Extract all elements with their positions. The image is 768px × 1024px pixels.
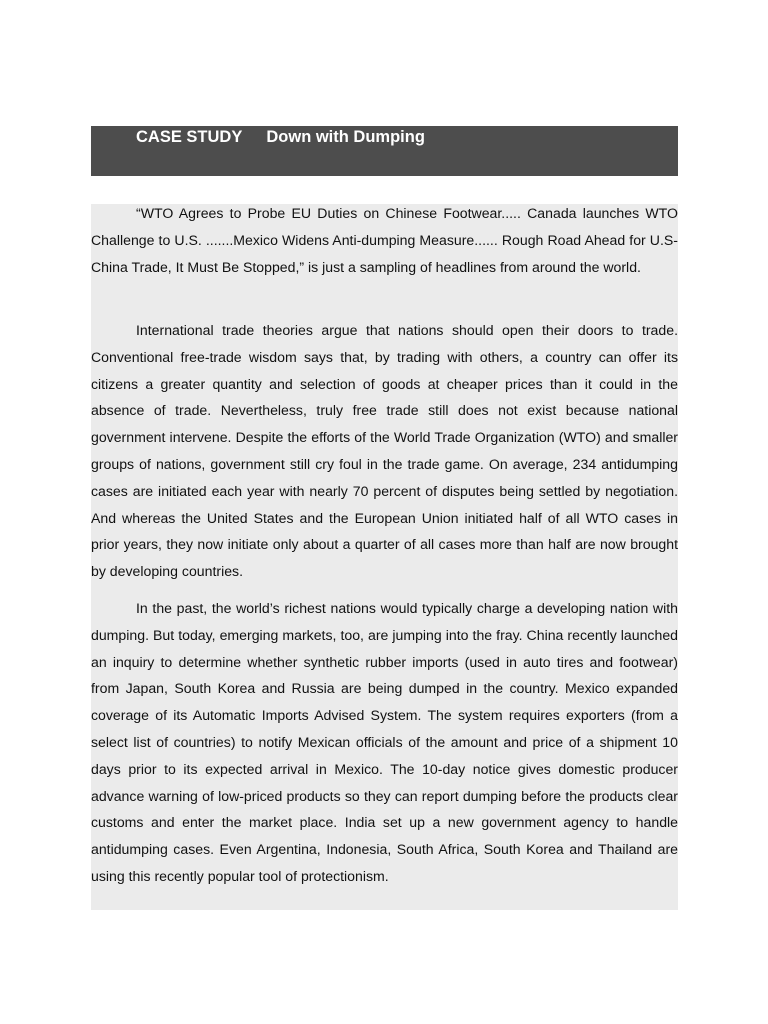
- case-study-label: CASE STUDY: [136, 128, 243, 146]
- case-study-title: Down with Dumping: [266, 128, 425, 146]
- case-study-body: [91, 204, 678, 910]
- paragraph-emerging-markets: In the past, the world’s richest nations would typically charge a developing nation with dumping. But today, emerging markets, too, are jumping into the fray. China recently launched an inquiry to determine whether synthetic rubber imports (used in auto tires and footwear) from Japan, South Korea and Russia are being dumped in the country. Mexico expanded coverage of its Automatic Imports Advised System. The system requires exporters (from a select list of countries) to notify Mexican officials of the amount and price of a shipment 10 days prior to its expected arrival in Mexico. The 10-day notice gives domestic producer advance warning of low-priced products so they can report dumping before the products clear customs and enter the market place. India set up a new government agency to handle antidumping cases. Even Argentina, Indonesia, South Africa, South Korea and Thailand are using this recently popular tool of protectionism.: [91, 600, 678, 884]
- case-study-heading: [136, 128, 425, 147]
- paragraph-headlines: “WTO Agrees to Probe EU Duties on Chinese Footwear..... Canada launches WTO Challenge to U.S. .......Mexico Widens Anti-dumping Measure...... Rough Road Ahead for U.S-China Trade, It Must Be Stopped,” is just a sampling of headlines from around the world.: [91, 205, 678, 275]
- paragraph-trade-theories: International trade theories argue that nations should open their doors to trade. Conventional free-trade wisdom says that, by trading with others, a country can offer its citizens a greater quantity and selection of goods at cheaper prices than it could in the absence of trade. Nevertheless, truly free trade still does not exist because national government intervene. Despite the efforts of the World Trade Organization (WTO) and smaller groups of nations, government still cry foul in the trade game. On average, 234 antidumping cases are initiated each year with nearly 70 percent of disputes being settled by negotiation. And whereas the United States and the European Union initiated half of all WTO cases in prior years, they now initiate only about a quarter of all cases more than half are now brought by developing countries.: [91, 322, 678, 580]
- case-study-header: [91, 126, 678, 176]
